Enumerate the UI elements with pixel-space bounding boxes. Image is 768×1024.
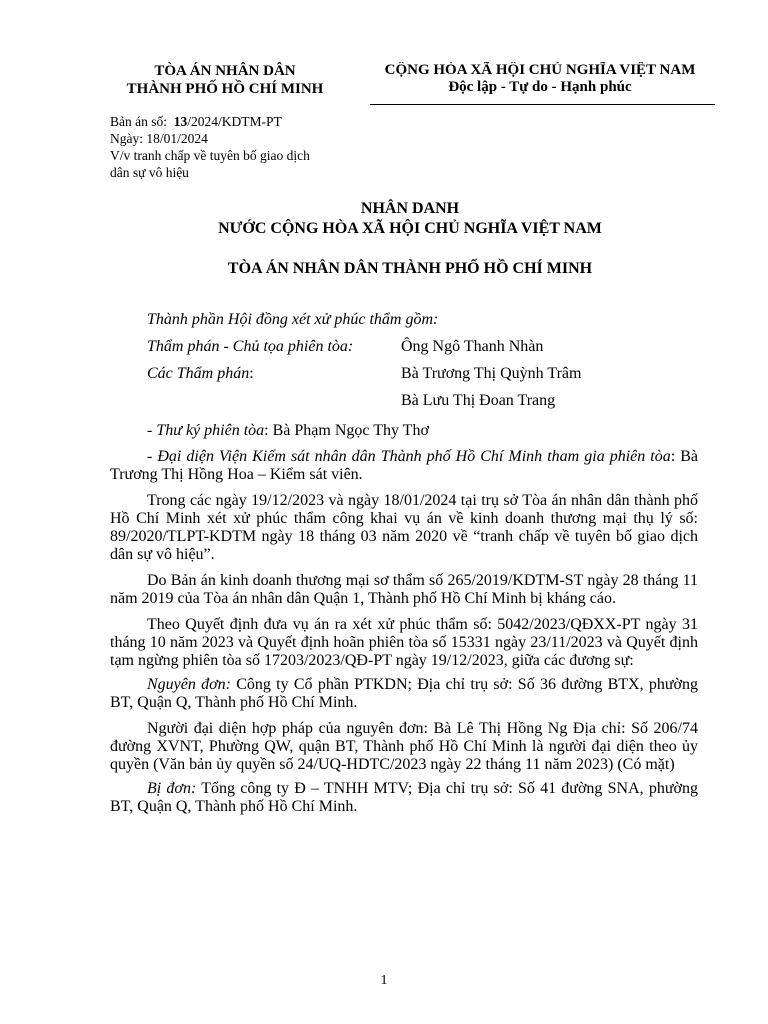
page-number: 1	[380, 973, 388, 988]
clerk-value: : Bà Phạm Ngọc Thy Thơ	[264, 422, 429, 439]
court-header	[110, 62, 340, 98]
procurator-value: : Bà Trương Thị Hồng Hoa – Kiểm sát viên.	[110, 448, 699, 483]
judge-1-name: Bà Trương Thị Quỳnh Trâm	[401, 365, 582, 382]
document-title	[110, 199, 710, 239]
decision-paragraph: Theo Quyết định đưa vụ án ra xét xử phúc thẩm số: 5042/2023/QĐXX-PT ngày 31 tháng 10 năm 2023 và Quyết định hoãn phiên tòa số 15331 ngày 23/11/2023 và Quyết định tạm ngừng phiên tòa số 17203/2023/QĐ-PT ngày 19/12/2023, giữa các đương sự:	[110, 616, 698, 669]
case-subject-line2: dân sự vô hiệu	[110, 165, 189, 180]
judge-2-row	[110, 389, 698, 416]
defendant-paragraph	[110, 780, 698, 816]
judges-row	[110, 362, 698, 389]
judges-label-wrap	[147, 365, 254, 383]
plaintiff-representative-paragraph: Người đại diện hợp pháp của nguyên đơn: Bà Lê Thị Hồng Ng Địa chỉ: Số 206/74 đường XVNT, Phường QW, quận BT, Thành phố Hồ Chí Minh là người đại diện theo ủy quyền (Văn bản ủy quyền số 24/UQ-HDTC/2023 ngày 22 tháng 11 năm 2023) (Có mặt)	[110, 720, 698, 773]
panel-heading-row	[110, 308, 698, 335]
clerk-line	[110, 422, 698, 440]
judgment-date: Ngày: 18/01/2024	[110, 131, 208, 146]
clerk-label: - Thư ký phiên tòa	[147, 422, 265, 439]
judgment-label: Bản án số:	[110, 114, 167, 129]
panel-heading: Thành phần Hội đồng xét xử phúc thẩm gồm:	[147, 311, 439, 328]
presiding-judge-row	[110, 335, 698, 362]
procurator-line	[110, 448, 698, 484]
judge-2-name: Bà Lưu Thị Đoan Trang	[401, 392, 556, 409]
procurator-label: - Đại diện Viện Kiểm sát nhân dân Thành phố Hồ Chí Minh tham gia phiên tòa	[147, 448, 671, 465]
national-header	[370, 62, 710, 105]
court-header-line2: THÀNH PHỐ HỒ CHÍ MINH	[126, 81, 324, 97]
appeal-paragraph: Do Bản án kinh doanh thương mại sơ thẩm số 265/2019/KDTM-ST ngày 28 tháng 11 năm 2019 của Tòa án nhân dân Quận 1, Thành phố Hồ Chí Minh bị kháng cáo.	[110, 572, 698, 607]
hearing-paragraph: Trong các ngày 19/12/2023 và ngày 18/01/2024 tại trụ sở Tòa án nhân dân thành phố Hồ Chí Minh xét xử phúc thẩm công khai vụ án về kinh doanh thương mại thụ lý số: 89/2020/TLPT-KDTM ngày 18 tháng 03 năm 2020 về “tranh chấp về tuyên bố giao dịch dân sự vô hiệu”.	[110, 492, 698, 563]
judges-colon: :	[249, 365, 254, 382]
presiding-judge-name: Ông Ngô Thanh Nhàn	[401, 338, 544, 355]
defendant-text: Tổng công ty Đ – TNHH MTV; Địa chỉ trụ sở: Số 41 đường SNA, phường BT, Quận Q, Thành phố Hồ Chí Minh.	[110, 780, 698, 815]
plaintiff-paragraph	[110, 676, 698, 712]
judges-label: Các Thẩm phán	[147, 365, 250, 382]
national-name: CỘNG HÒA XÃ HỘI CHỦ NGHĨA VIỆT NAM	[384, 62, 696, 78]
case-meta	[110, 113, 370, 181]
defendant-label: Bị đơn:	[147, 780, 197, 797]
plaintiff-label: Nguyên đơn:	[147, 676, 231, 693]
presiding-judge-label: Thẩm phán - Chủ tọa phiên tòa:	[147, 338, 354, 355]
court-title: TÒA ÁN NHÂN DÂN THÀNH PHỐ HỒ CHÍ MINH	[227, 260, 593, 277]
case-subject-line1: V/v tranh chấp về tuyên bố giao dịch	[110, 148, 310, 163]
title-line2: NƯỚC CỘNG HÒA XÃ HỘI CHỦ NGHĨA VIỆT NAM	[218, 220, 602, 237]
judgment-suffix: /2024/KDTM-PT	[187, 114, 282, 129]
plaintiff-text: Công ty Cổ phần PTKDN; Địa chỉ trụ sở: Số 36 đường BTX, phường BT, Quận Q, Thành phố Hồ Chí Minh.	[110, 676, 698, 711]
title-line1: NHÂN DANH	[360, 200, 460, 217]
court-header-line1: TÒA ÁN NHÂN DÂN	[154, 63, 296, 79]
national-motto: Độc lập - Tự do - Hạnh phúc	[448, 79, 632, 95]
judgment-number-line	[110, 113, 370, 130]
document-body	[110, 308, 698, 816]
judgment-number: 13	[173, 114, 188, 129]
header-divider	[370, 104, 715, 105]
